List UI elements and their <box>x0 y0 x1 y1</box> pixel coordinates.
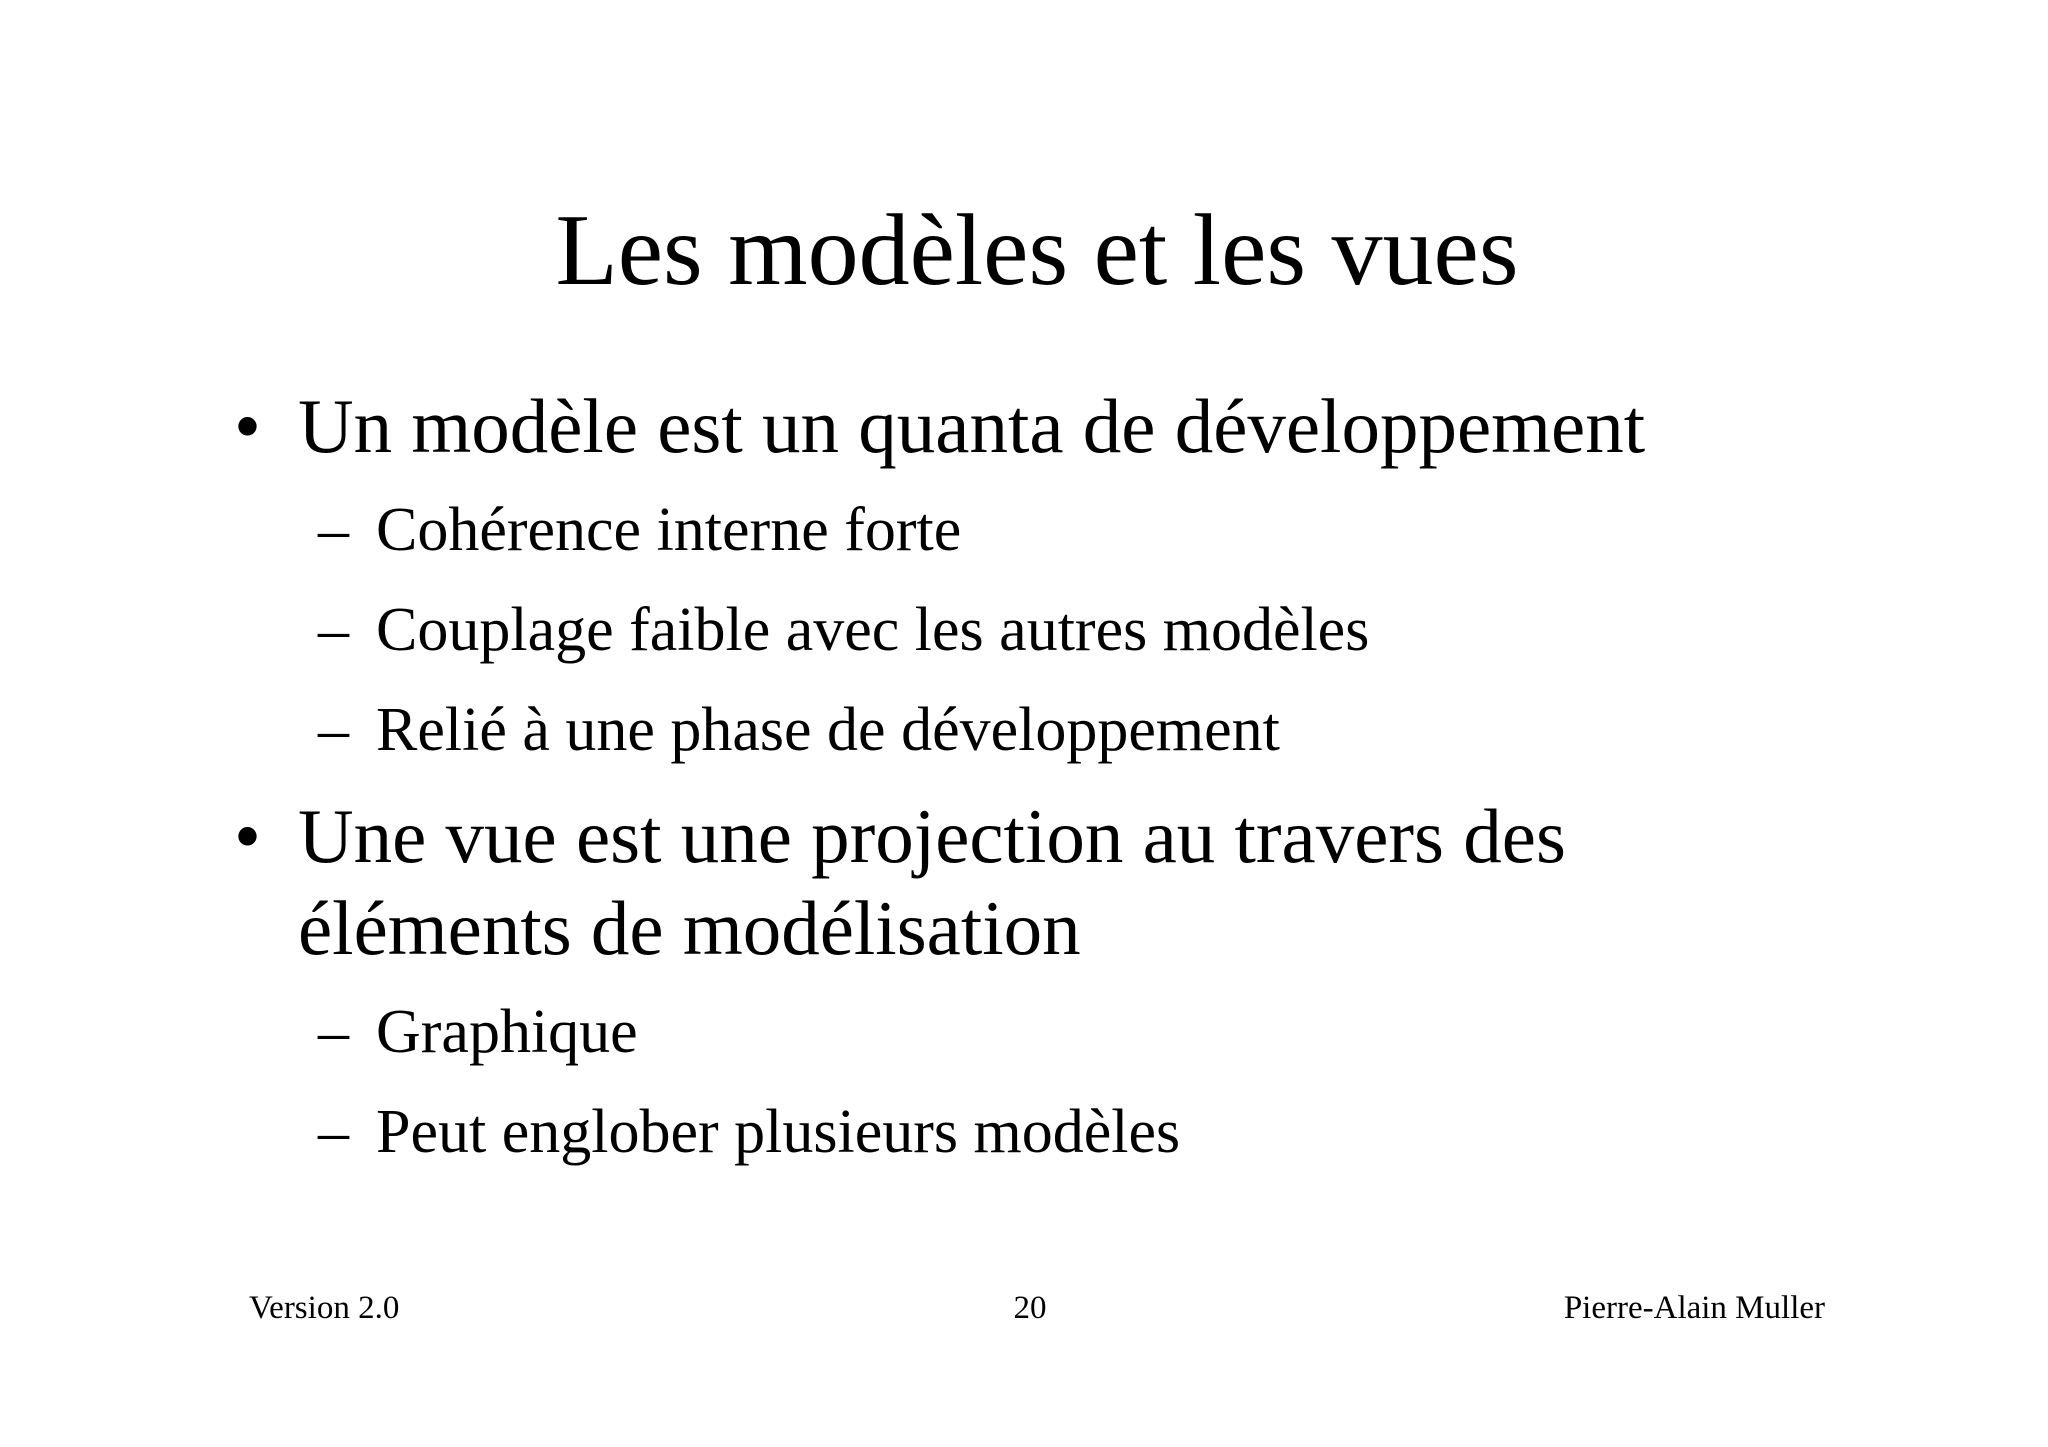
dash-marker: – <box>318 696 349 764</box>
sub-item-text: Graphique <box>376 998 638 1066</box>
footer-page-number: 20 <box>1013 1290 1047 1326</box>
bullet-marker: • <box>234 383 261 469</box>
dash-marker: – <box>318 596 349 664</box>
sub-item <box>318 690 1818 770</box>
sub-item-text: Peut englober plusieurs modèles <box>376 1098 1181 1166</box>
bullet-marker: • <box>234 793 261 879</box>
footer-author: Pierre-Alain Muller <box>1563 1290 1825 1326</box>
sub-item <box>318 490 1818 570</box>
sub-item-text: Couplage faible avec les autres modèles <box>376 596 1370 664</box>
sub-item <box>318 992 1818 1072</box>
sub-item-text: Relié à une phase de développement <box>376 696 1280 764</box>
bullet-text-line: éléments de modélisation <box>298 885 1081 971</box>
bullet-text <box>298 790 1838 974</box>
dash-marker: – <box>318 998 349 1066</box>
bullet-text: Un modèle est un quanta de développement <box>298 383 1646 469</box>
dash-marker: – <box>318 496 349 564</box>
sub-item-text: Cohérence interne forte <box>376 496 962 564</box>
footer-version: Version 2.0 <box>249 1290 400 1326</box>
bullet-item <box>234 790 1834 974</box>
sub-item <box>318 590 1818 670</box>
bullet-text-line: Une vue est une projection au travers des <box>298 793 1566 879</box>
dash-marker: – <box>318 1098 349 1166</box>
sub-item <box>318 1092 1818 1172</box>
slide-title: Les modèles et les vues <box>555 194 1519 307</box>
